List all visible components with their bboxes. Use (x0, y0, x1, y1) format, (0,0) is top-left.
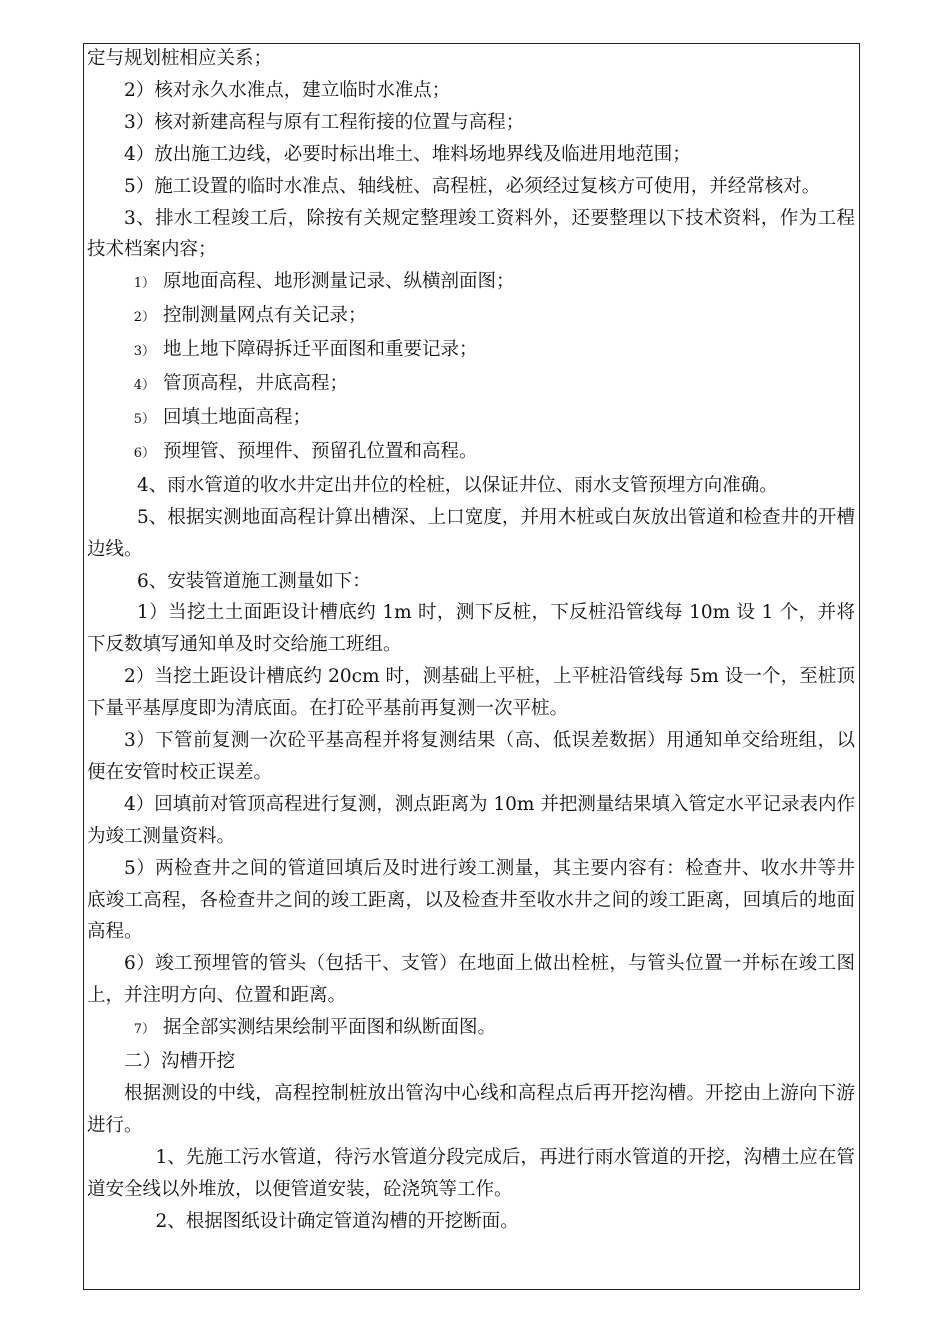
paragraph-line-1: 定与规划桩相应关系； (87, 48, 273, 69)
list-text: 控制测量网点有关记录； (163, 305, 367, 327)
paragraph-section-4: 4、雨水管道的收水井定出井位的栓桩，以保证井位、雨水支管预埋方向准确。 (136, 474, 778, 496)
list-item (87, 300, 855, 334)
list-item (87, 334, 855, 368)
list-item (87, 368, 855, 402)
list-text: 预埋管、预埋件、预留孔位置和高程。 (163, 440, 478, 462)
section-heading-trench: 二）沟槽开挖 (124, 1051, 236, 1073)
list-text: 回填土地面高程； (163, 406, 312, 428)
list-number: 3） (133, 344, 155, 360)
list-item (87, 266, 855, 300)
list-number: 4） (133, 378, 155, 394)
paragraph-trench-1: 1、先施工污水管道，待污水管道分段完成后，再进行雨水管道的开挖，沟槽土应在管道安全线以外堆放，以便管道安装，砼浇筑等工作。 (87, 1146, 855, 1200)
paragraph-item-2: 2）核对永久水准点，建立临时水准点； (124, 79, 451, 101)
list-number: 1） (133, 276, 155, 292)
list-item (87, 402, 855, 436)
paragraph-step-1: 1）当挖土土面距设计槽底约 1m 时，测下反桩，下反桩沿管线每 10m 设 1 个，并将下反数填写通知单及时交给施工班组。 (87, 602, 855, 656)
paragraph-step-4: 4）回填前对管顶高程进行复测，测点距离为 10m 并把测量结果填入管定水平记录表内作为竣工测量资料。 (87, 793, 855, 847)
list-number: 7） (133, 1022, 155, 1038)
list-number: 5） (133, 411, 155, 427)
archive-list (87, 266, 855, 469)
paragraph-section-3: 3、排水工程竣工后，除按有关规定整理竣工资料外，还要整理以下技术资料，作为工程技术档案内容； (87, 207, 855, 261)
paragraph-step-3: 3）下管前复测一次砼平基高程并将复测结果（高、低误差数据）用通知单交给班组，以便在安管时校正误差。 (87, 730, 855, 783)
paragraph-step-5: 5）两检查井之间的管道回填后及时进行竣工测量，其主要内容有：检查井、收水井等井底竣工高程，各检查井之间的竣工距离，以及检查井至收水井之间的竣工距离，回填后的地面高程。 (87, 857, 855, 943)
list-text: 地上地下障碍拆迁平面图和重要记录； (163, 339, 478, 361)
document-body (87, 43, 855, 1238)
paragraph-item-3: 3）核对新建高程与原有工程衔接的位置与高程； (124, 111, 525, 133)
paragraph-item-5: 5）施工设置的临时水准点、轴线桩、高程桩，必须经过复核方可使用，并经常核对。 (124, 175, 821, 197)
paragraph-section-6: 6、安装管道施工测量如下： (136, 570, 371, 592)
list-number: 2） (133, 310, 155, 326)
paragraph-step-6: 6）竣工预埋管的管头（包括干、支管）在地面上做出栓桩，与管头位置一并标在竣工图上，并注明方向、位置和距离。 (87, 953, 855, 1007)
list-text: 原地面高程、地形测量记录、纵横剖面图； (163, 271, 515, 293)
paragraph-trench-2: 2、根据图纸设计确定管道沟槽的开挖断面。 (155, 1210, 519, 1232)
paragraph-item-4: 4）放出施工边线，必要时标出堆土、堆料场地界线及临进用地范围； (124, 143, 691, 165)
list-item (87, 436, 855, 470)
list-text: 据全部实测结果绘制平面图和纵断面图。 (163, 1017, 497, 1039)
paragraph-step-7 (87, 1012, 855, 1046)
paragraph-step-2: 2）当挖土距设计槽底约 20cm 时，测基础上平桩，上平桩沿管线每 5m 设一个，至桩顶下量平基厚度即为清底面。在打砼平基前再复测一次平桩。 (87, 666, 855, 720)
list-text: 管顶高程，井底高程； (163, 373, 349, 395)
paragraph-section-5: 5、根据实测地面高程计算出槽深、上口宽度，并用木桩或白灰放出管道和检查井的开槽边线。 (87, 506, 855, 560)
list-number: 6） (133, 445, 155, 461)
paragraph-trench-intro: 根据测设的中线，高程控制桩放出管沟中心线和高程点后再开挖沟槽。开挖由上游向下游进行。 (87, 1083, 855, 1136)
